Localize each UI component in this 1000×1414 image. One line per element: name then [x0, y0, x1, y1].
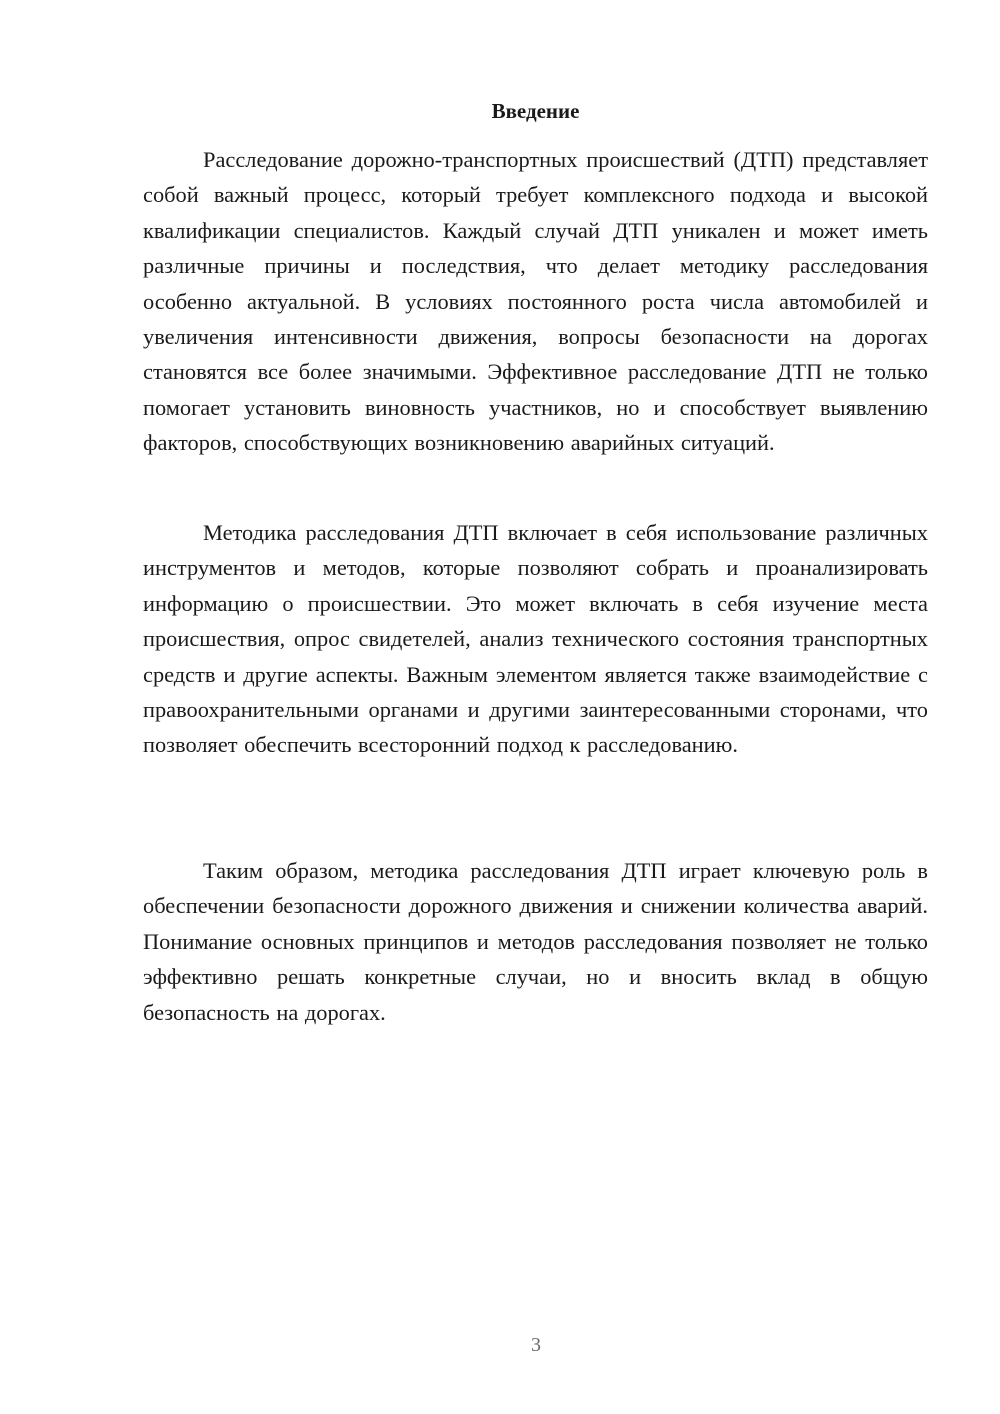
- paragraph-3: Таким образом, методика расследования ДТП играет ключевую роль в обеспечении безопасности дорожного движения и снижении количества аварий. Понимание основных принципов и методов расследования позволяет не только эффективно решать конкретные случаи, но и вносить вклад в общую безопасность на дорогах.: [143, 858, 928, 1025]
- paragraph-1: Расследование дорожно-транспортных происшествий (ДТП) представляет собой важный процесс, который требует комплексного подхода и высокой квалификации специалистов. Каждый случай ДТП уникален и может иметь различные причины и последствия, что делает методику расследования особенно актуальной. В условиях постоянного роста числа автомобилей и увеличения интенсивности движения, вопросы безопасности на дорогах становятся все более значимыми. Эффективное расследование ДТП не только помогает установить виновность участников, но и способствует выявлению факторов, способствующих возникновению аварийных ситуаций.: [143, 147, 928, 456]
- paragraph-2: Методика расследования ДТП включает в себя использование различных инструментов и методов, которые позволяют собрать и проанализировать информацию о происшествии. Это может включать в себя изучение места происшествия, опрос свидетелей, анализ технического состояния транспортных средств и другие аспекты. Важным элементом является также взаимодействие с правоохранительными органами и другими заинтересованными сторонами, что позволяет обеспечить всесторонний подход к расследованию.: [143, 520, 928, 758]
- page-number: 3: [531, 1334, 541, 1356]
- section-title: Введение: [491, 99, 580, 123]
